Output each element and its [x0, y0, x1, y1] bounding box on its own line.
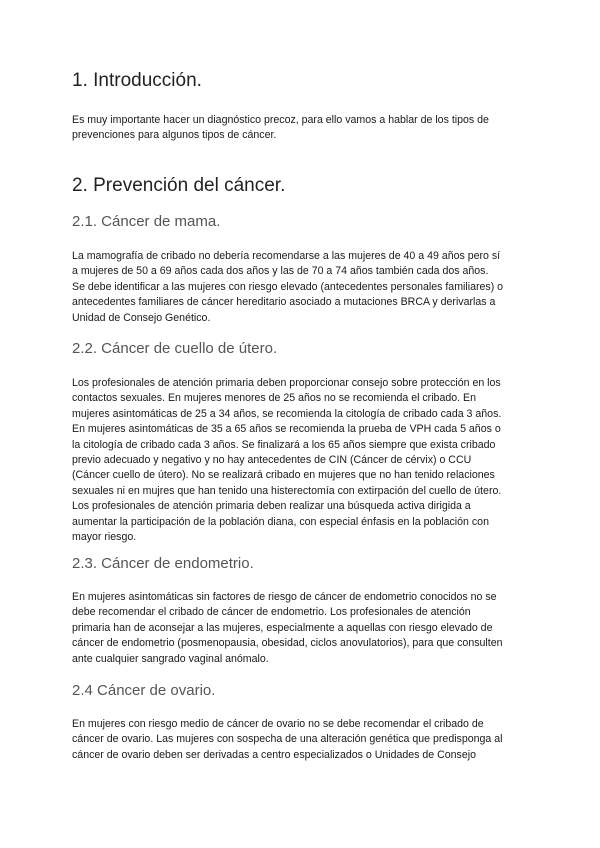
text-line: mayor riesgo. — [72, 530, 137, 543]
text-line: En mujeres asintomáticas sin factores de riesgo de cáncer de endometrio conocidos no se — [72, 591, 497, 603]
text-line: cáncer de ovario. Las mujeres con sospecha de una alteración genética que predisponga al — [72, 733, 503, 746]
text-line: Los profesionales de atención primaria deben proporcionar consejo sobre protección en los — [72, 377, 501, 389]
text-line: ante cualquier sangrado vaginal anómalo. — [72, 652, 269, 665]
text-line: primaria han de aconsejar a las mujeres, especialmente a aquellas con riesgo elevado de — [72, 621, 493, 634]
paragraph-cancer-endometrio — [72, 590, 532, 667]
paragraph-introduccion — [72, 113, 532, 144]
text-line: debe recomendar el cribado de cáncer de endometrio. Los profesionales de atención — [72, 606, 471, 619]
text-line: Los profesionales de atención primaria deben realizar una búsqueda activa dirigida a — [72, 500, 471, 513]
paragraph-cancer-ovario — [72, 717, 532, 763]
text-line: Es muy importante hacer un diagnóstico precoz, para ello vamos a hablar de los tipos de — [72, 114, 489, 126]
heading-cancer-mama: 2.1. Cáncer de mama. — [72, 213, 221, 230]
text-line: prevenciones para algunos tipos de cáncer. — [72, 129, 277, 142]
text-line: Unidad de Consejo Genético. — [72, 311, 211, 324]
text-line: En mujeres asintomáticas de 35 a 65 años se recomienda la prueba de VPH cada 5 años o — [72, 423, 501, 436]
text-line: antecedentes familiares de cáncer hereditario asociado a mutaciones BRCA y derivarlas a — [72, 296, 496, 309]
text-line: sexuales ni en mujres que han tenido una histerectomía con extirpación del cuello de útero. — [72, 484, 502, 497]
text-line: La mamografía de cribado no debería recomendarse a las mujeres de 40 a 49 años pero sí — [72, 250, 501, 262]
paragraph-cancer-mama — [72, 249, 532, 326]
text-line: cáncer de ovario deben ser derivadas a centro especializados o Unidades de Consejo — [72, 748, 476, 761]
text-line: (Cáncer cuello de útero). No se realizará cribado en mujeres que no han tenido relaciones — [72, 469, 495, 482]
heading-cancer-cuello-utero: 2.2. Cáncer de cuello de útero. — [72, 340, 278, 357]
heading-cancer-endometrio: 2.3. Cáncer de endometrio. — [72, 555, 254, 572]
text-line: aumentar la participación de la población diana, con especial énfasis en la población con — [72, 515, 489, 528]
text-line: En mujeres con riesgo medio de cáncer de ovario no se debe recomendar el cribado de — [72, 718, 484, 730]
text-line: mujeres asintomáticas de 25 a 34 años, se recomienda la citología de cribado cada 3 años. — [72, 407, 502, 420]
paragraph-cancer-cuello-utero — [72, 376, 532, 545]
text-line: Se debe identificar a las mujeres con riesgo elevado (antecedentes personales familiares) o — [72, 280, 504, 293]
text-line: la citología de cribado cada 3 años. Se finalizará a los 65 años siempre que exista cribado — [72, 438, 496, 451]
text-line: cáncer de endometrio (posmenopausia, obesidad, ciclos anovulatorios), para que consulten — [72, 637, 503, 650]
text-line: a mujeres de 50 a 69 años cada dos años y las de 70 a 74 años también cada dos años. — [72, 265, 489, 278]
heading-cancer-ovario: 2.4 Cáncer de ovario. — [72, 682, 216, 699]
heading-introduccion: 1. Introducción. — [72, 70, 202, 91]
text-line: contactos sexuales. En mujeres menores de 25 años no se recomienda el cribado. En — [72, 392, 476, 405]
heading-prevencion: 2. Prevención del cáncer. — [72, 175, 286, 196]
text-line: previo adecuado y negativo y no hay antecedentes de CIN (Cáncer de cérvix) o CCU — [72, 453, 472, 466]
